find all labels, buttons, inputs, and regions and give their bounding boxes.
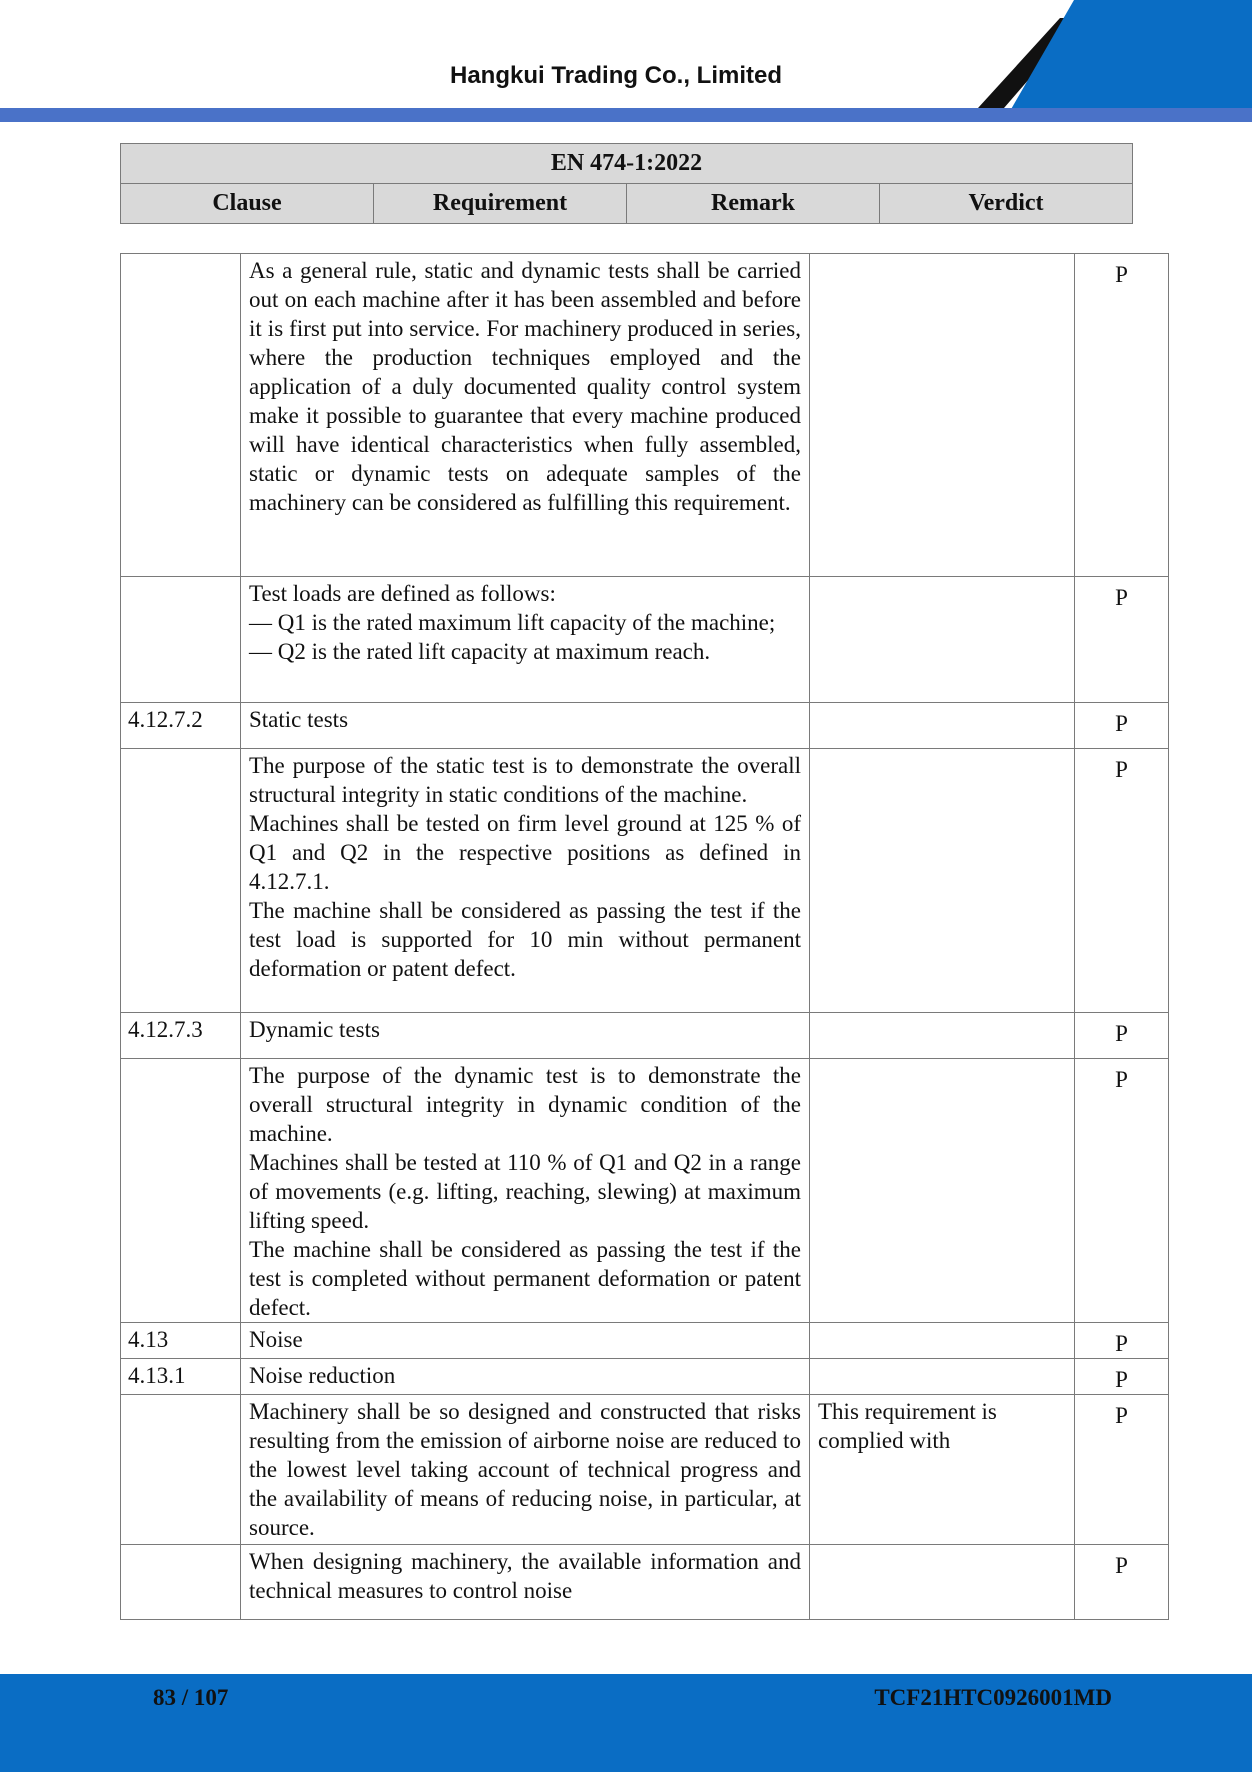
clause-cell [121,749,241,1013]
remark-cell: This requirement is complied with [810,1395,1075,1545]
col-header-verdict: Verdict [880,184,1133,224]
requirement-text: — Q2 is the rated lift capacity at maximum reach. [249,639,711,664]
verdict-cell: P [1075,749,1169,1013]
verdict-cell: P [1075,577,1169,703]
remark-cell [810,749,1075,1013]
requirement-text: When designing machinery, the available information and technical measures to control noise [249,1549,801,1603]
requirement-cell [241,1013,810,1059]
requirement-cell [241,1545,810,1620]
table-row [121,254,1169,577]
requirement-cell [241,703,810,749]
requirement-text: Static tests [249,707,349,732]
requirement-text: The purpose of the dynamic test is to demonstrate the overall structural integrity in dynamic condition of the machine. [249,1063,801,1146]
requirements-table [120,253,1169,1620]
remark-cell [810,703,1075,749]
requirement-cell [241,1395,810,1545]
table-row [121,1013,1169,1059]
standard-title: EN 474-1:2022 [121,144,1133,184]
requirements-table-body [121,254,1169,1620]
company-name: Hangkui Trading Co., Limited [450,62,783,89]
page-number: 83 / 107 [153,1685,229,1710]
clause-cell [121,577,241,703]
header-bar [0,108,1252,122]
table-row [121,1359,1169,1395]
requirement-text: The machine shall be considered as passing the test if the test load is supported for 10 min without permanent deformation or patent defect. [249,898,801,981]
requirement-cell [241,1359,810,1395]
requirement-cell [241,577,810,703]
requirement-text: The purpose of the static test is to demonstrate the overall structural integrity in static conditions of the machine. [249,753,801,807]
requirement-text: Test loads are defined as follows: [249,581,556,606]
clause-cell [121,254,241,577]
clause-cell: 4.13 [121,1323,241,1359]
remark-cell [810,254,1075,577]
requirement-text: Dynamic tests [249,1017,380,1042]
clause-cell: 4.12.7.2 [121,703,241,749]
requirement-cell [241,1059,810,1323]
verdict-cell: P [1075,254,1169,577]
table-row [121,749,1169,1013]
remark-cell [810,1323,1075,1359]
table-row [121,1395,1169,1545]
table-row [121,1059,1169,1323]
requirement-text: Machines shall be tested on firm level ground at 125 % of Q1 and Q2 in the respective positions as defined in 4.12.7.1. [249,811,801,894]
remark-cell [810,1059,1075,1323]
verdict-cell: P [1075,1059,1169,1323]
table-row [121,1323,1169,1359]
clause-cell [121,1395,241,1545]
table-row [121,1545,1169,1620]
remark-cell [810,1359,1075,1395]
requirement-cell [241,1323,810,1359]
requirement-cell [241,254,810,577]
verdict-cell: P [1075,1323,1169,1359]
clause-cell [121,1059,241,1323]
requirement-text: Machinery shall be so designed and constructed that risks resulting from the emission of airborne noise are reduced to the lowest level taking account of technical progress and the availability of means of reducing noise, in particular, at source. [249,1399,801,1540]
remark-cell [810,1013,1075,1059]
requirement-text: Machines shall be tested at 110 % of Q1 and Q2 in a range of movements (e.g. lifting, reaching, slewing) at maximum lifting speed. [249,1150,801,1233]
verdict-cell: P [1075,703,1169,749]
table-row [121,703,1169,749]
col-header-requirement: Requirement [374,184,627,224]
clause-cell [121,1545,241,1620]
document-id: TCF21HTC0926001MD [874,1685,1112,1710]
requirement-text: The machine shall be considered as passing the test if the test is completed without permanent deformation or patent defect. [249,1237,801,1320]
verdict-cell: P [1075,1359,1169,1395]
clause-cell: 4.12.7.3 [121,1013,241,1059]
header-corner-graphic [962,0,1252,120]
requirement-cell [241,749,810,1013]
requirement-text: Noise reduction [249,1363,396,1388]
clause-cell: 4.13.1 [121,1359,241,1395]
requirement-text: — Q1 is the rated maximum lift capacity of the machine; [249,610,776,635]
remark-cell [810,1545,1075,1620]
table-header [120,143,1133,224]
requirement-text: As a general rule, static and dynamic tests shall be carried out on each machine after it has been assembled and before it is first put into service. For machinery produced in series, where the production techniques employed and the application of a duly documented quality control system make it possible to guarantee that every machine produced will have identical characteristics when fully assembled, static or dynamic tests on adequate samples of the machinery can be considered as fulfilling this requirement. [249,258,801,515]
verdict-cell: P [1075,1013,1169,1059]
requirement-text: Noise [249,1327,303,1352]
verdict-cell: P [1075,1395,1169,1545]
verdict-cell: P [1075,1545,1169,1620]
col-header-clause: Clause [121,184,374,224]
table-row [121,577,1169,703]
remark-cell [810,577,1075,703]
col-header-remark: Remark [627,184,880,224]
